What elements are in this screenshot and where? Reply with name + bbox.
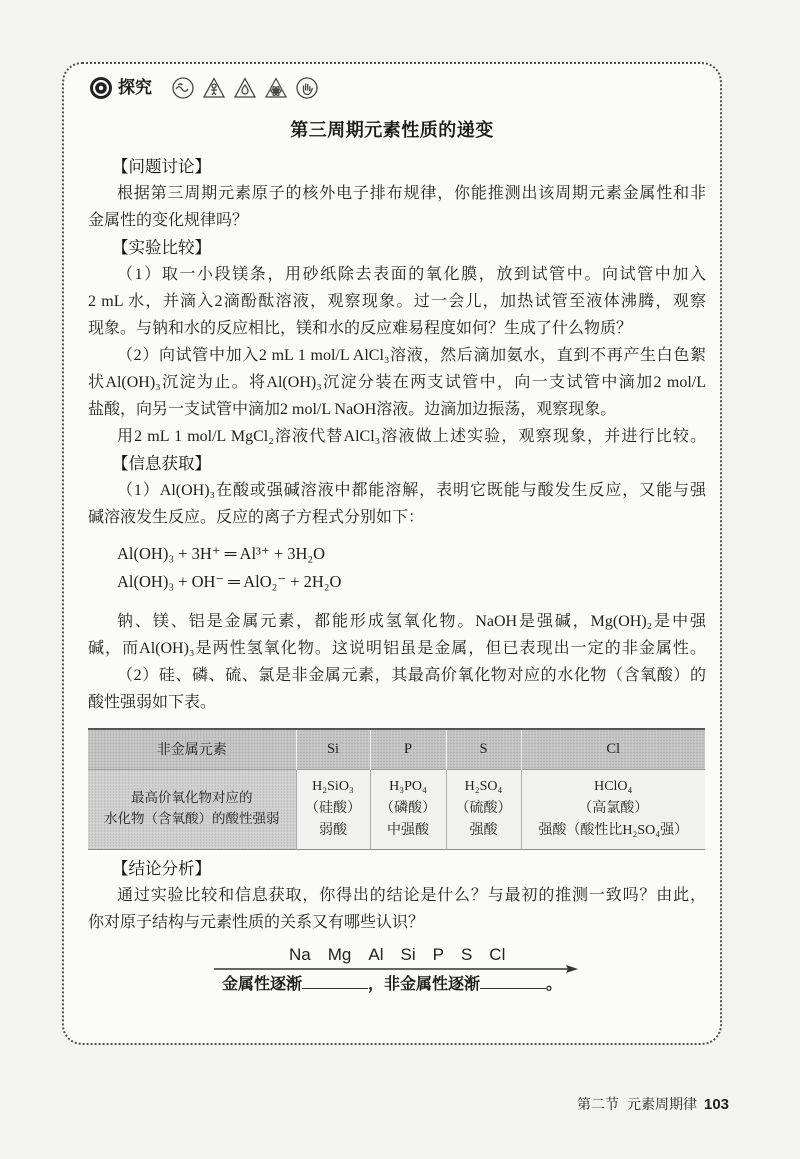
table-row [88,769,705,849]
acid-strength: 弱酸 [319,823,347,838]
table-cell [446,769,521,849]
fill-blank [480,972,546,989]
observation-icon [171,75,195,101]
activity-icons [171,75,319,101]
acid-strength: 强酸（酸性比H₂SO₄强） [538,823,689,838]
info-paragraph-2 [88,608,706,662]
atom-icon [264,75,288,101]
experiment-paragraph-3 [88,423,706,450]
info-line: 碱，而Al(OH)₃是两性氢氧化物。这说明铝虽是金属，但已表现出一定的非金属性。 [88,640,706,657]
experiment-paragraph-1 [88,261,706,342]
element-symbol: Mg [327,945,352,964]
fill-blank [302,972,368,989]
experiment-line: 现象。与钠和水的反应相比，镁和水的反应难易程度如何？生成了什么物质？ [88,320,633,337]
conclusion-line: 通过实验比较和信息获取，你得出的结论是什么？与最初的推测一致吗？由此， [117,887,706,904]
flame-triangle-icon [233,75,257,101]
person-triangle-icon [202,75,226,101]
experiment-line: （2）向试管中加入2 mL 1 mol/L AlCl₃溶液，然后滴加氨水，直到不再产生白色絮 [117,347,706,364]
discussion-line: 根据第三周期元素原子的核外电子排布规律，你能推测出该周期元素金属性和非 [117,185,706,202]
table-cell [521,769,705,849]
ionic-equations [117,540,341,596]
element-symbol: Cl [489,945,506,964]
conclusion-heading: 【结论分析】 [112,859,211,878]
footer-section: 第二节 [577,1097,619,1113]
table-header-cell: P [370,729,446,769]
section-label: 探究 [118,78,152,98]
row-label-line: 最高价氧化物对应的 [131,790,253,806]
conclusion-line: 你对原子结构与元素性质的关系又有哪些认识？ [88,914,425,931]
experiment-line: （1）取一小段镁条，用砂纸除去表面的氧化膜，放到试管中。向试管中加入 [117,266,706,283]
page-footer [577,1095,729,1115]
info-line: （1）Al(OH)₃在酸或强碱溶液中都能溶解，表明它既能与酸发生反应，又能与强 [117,482,706,499]
element-symbol: Na [289,945,311,964]
page-number: 103 [704,1096,730,1113]
acid-name: （硫酸） [455,801,512,816]
equation-line: Al(OH)₃ + 3H⁺ ═ Al³⁺ + 3H₂O [117,544,326,563]
info-heading: 【信息获取】 [112,454,211,473]
trend-end: 。 [546,974,563,993]
element-symbol: S [460,945,473,964]
info-paragraph-3 [88,662,706,716]
acid-strength-table [88,728,705,850]
table-header-cell: Cl [521,729,705,769]
table-row-label [88,769,296,849]
trend-statement [222,972,562,996]
info-line: （2）硅、磷、硫、氯是非金属元素，其最高价氧化物对应的水化物（含氧酸）的 [117,667,706,684]
info-paragraph-1 [88,477,706,531]
experiment-heading: 【实验比较】 [112,238,211,257]
acid-formula: H₂SiO₃ [312,779,354,794]
table-header-cell: 非金属元素 [88,729,296,769]
acid-strength: 中强酸 [387,823,429,838]
discussion-heading: 【问题讨论】 [112,157,211,176]
experiment-paragraph-2 [88,342,706,423]
equation-line: Al(OH)₃ + OH⁻ ═ AlO₂⁻ + 2H₂O [117,572,342,591]
experiment-line: 用2 mL 1 mol/L MgCl₂溶液代替AlCl₃溶液做上述实验，观察现象，并进行比较。 [117,428,706,445]
table-cell [296,769,370,849]
page-title: 第三周期元素性质的递变 [290,120,494,140]
experiment-line: 盐酸，向另一支试管中滴加2 mol/L NaOH溶液。边滴加边振荡，观察现象。 [88,401,617,418]
trend-metal-label: 金属性逐渐 [222,974,303,993]
row-label-line: 水化物（含氧酸）的酸性强弱 [104,811,280,827]
discussion-line: 金属性的变化规律吗？ [88,212,249,229]
info-line: 碱溶液发生反应。反应的离子方程式分别如下： [88,509,425,526]
experiment-line: 状Al(OH)₃沉淀为止。将Al(OH)₃沉淀分装在两支试管中，向一支试管中滴加2 mol/L [88,374,706,391]
element-symbol: Si [400,945,416,964]
experiment-line: 2 mL 水，并滴入2滴酚酞溶液，观察现象。过一会儿，加热试管至液体沸腾，观察 [88,293,706,310]
table-header-cell: S [446,729,521,769]
acid-formula: H₂SO₄ [464,779,503,794]
explore-icon [89,76,113,100]
info-line: 钠、镁、铝是金属元素，都能形成氢氧化物。NaOH是强碱，Mg(OH)₂是中强 [117,613,706,630]
acid-name: （硅酸） [305,801,361,816]
acid-formula: H₃PO₄ [389,779,427,794]
acid-name: （高氯酸） [578,801,649,816]
acid-strength: 强酸 [469,823,498,838]
table-cell [370,769,446,849]
acid-formula: HClO₄ [594,779,633,794]
element-symbol: P [432,945,444,964]
table-header-row [88,729,705,769]
hand-icon [295,75,319,101]
discussion-paragraph [88,180,706,234]
footer-topic: 元素周期律 [627,1097,697,1113]
info-line: 酸性强弱如下表。 [88,694,217,711]
trend-nonmetal-label: ，非金属性逐渐 [368,974,481,993]
table-header-cell: Si [296,729,370,769]
element-symbol: Al [368,945,384,964]
acid-name: （磷酸） [380,801,436,816]
conclusion-paragraph [88,882,706,936]
